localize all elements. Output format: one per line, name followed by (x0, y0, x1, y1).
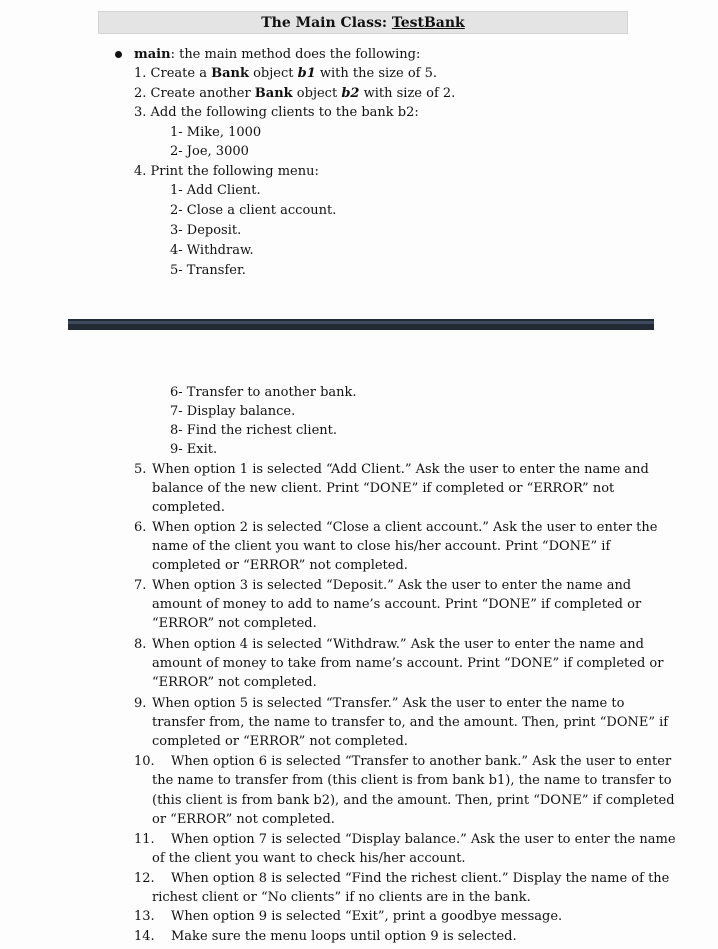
step-line: When option 7 is selected “Display balance.” Ask the user to enter the name (171, 832, 676, 847)
menu-item: 4- Withdraw. (170, 243, 254, 258)
variable-name: b2 (341, 86, 360, 101)
bank-keyword: Bank (211, 66, 249, 81)
step-line: “ERROR” not completed. (152, 675, 317, 690)
page-title (261, 15, 465, 31)
menu-item: 6- Transfer to another bank. (170, 385, 357, 400)
step-line: When option 9 is selected “Exit”, print a goodbye message. (171, 909, 563, 924)
step-number: 14. (134, 929, 155, 944)
step-text: Print the following menu: (150, 164, 319, 179)
step-number: 7. (134, 578, 147, 593)
step-number: 11. (134, 832, 155, 847)
page-divider (68, 319, 654, 330)
intro-keyword: main (134, 47, 171, 62)
step-line: completed. (152, 500, 225, 515)
step-line: completed or “ERROR” not completed. (152, 734, 408, 749)
step-line: balance of the new client. Print “DONE” if completed or “ERROR” not (152, 481, 615, 496)
step-line: the name to transfer from (this client is from bank b1), the name to transfer to (152, 773, 672, 788)
step-4 (134, 162, 319, 181)
step-number: 6. (134, 520, 147, 535)
step-2 (134, 84, 455, 103)
client-item: 2- Joe, 3000 (170, 144, 249, 159)
step-line: amount of money to add to name’s account. Print “DONE” if completed or (152, 597, 642, 612)
step-number: 8. (134, 637, 147, 652)
step-number: 13. (134, 909, 155, 924)
menu-item: 7- Display balance. (170, 404, 296, 419)
step-3 (134, 103, 419, 122)
step-text: object (248, 66, 298, 81)
menu-item: 8- Find the richest client. (170, 423, 337, 438)
variable-name: b1 (297, 66, 316, 81)
step-number: 4. (134, 164, 147, 179)
step-line: of the client you want to check his/her account. (152, 851, 466, 866)
intro-line (134, 45, 420, 64)
step-line: When option 6 is selected “Transfer to another bank.” Ask the user to enter (171, 754, 672, 769)
step-line: When option 4 is selected “Withdraw.” Ask the user to enter the name and (152, 637, 644, 652)
title-prefix: The Main Class: (261, 15, 392, 31)
step-number: 2. (134, 86, 147, 101)
step-line: When option 5 is selected “Transfer.” Ask the user to enter the name to (152, 696, 625, 711)
step-line: When option 1 is selected “Add Client.” Ask the user to enter the name and (152, 462, 649, 477)
step-line: “ERROR” not completed. (152, 616, 317, 631)
step-number: 10. (134, 754, 155, 769)
step-line: transfer from, the name to transfer to, and the amount. Then, print “DONE” if (152, 715, 669, 730)
step-line: When option 2 is selected “Close a client account.” Ask the user to enter the (152, 520, 658, 535)
step-text: Create a (150, 66, 212, 81)
step-number: 1. (134, 66, 147, 81)
step-number: 5. (134, 462, 147, 477)
menu-item: 2- Close a client account. (170, 203, 337, 218)
step-1 (134, 64, 437, 83)
step-line: richest client or “No clients” if no clients are in the bank. (152, 890, 531, 905)
step-line: (this client is from bank b2), and the amount. Then, print “DONE” if completed (152, 793, 675, 808)
step-number: 3. (134, 105, 147, 120)
step-text: object (292, 86, 342, 101)
bullet-dot (115, 51, 122, 58)
step-line: amount of money to take from name’s account. Print “DONE” if completed or (152, 656, 664, 671)
step-text: with the size of 5. (315, 66, 438, 81)
step-line: Make sure the menu loops until option 9 is selected. (171, 929, 517, 944)
title-bar (98, 11, 628, 34)
menu-item: 9- Exit. (170, 442, 218, 457)
intro-text: : the main method does the following: (170, 47, 421, 62)
step-line: or “ERROR” not completed. (152, 812, 335, 827)
step-line: When option 8 is selected “Find the richest client.” Display the name of the (171, 871, 670, 886)
step-line: completed or “ERROR” not completed. (152, 558, 408, 573)
bank-keyword: Bank (254, 86, 293, 101)
step-number: 9. (134, 696, 147, 711)
step-text: Add the following clients to the bank b2: (150, 105, 419, 120)
menu-item: 3- Deposit. (170, 223, 242, 238)
divider-highlight (68, 321, 654, 324)
step-text: Create another (150, 86, 255, 101)
menu-item: 1- Add Client. (170, 183, 261, 198)
title-class-name: TestBank (391, 15, 465, 31)
step-line: name of the client you want to close his/her account. Print “DONE” if (152, 539, 611, 554)
client-item: 1- Mike, 1000 (170, 125, 262, 140)
step-text: with size of 2. (359, 86, 456, 101)
menu-item: 5- Transfer. (170, 263, 246, 278)
step-line: When option 3 is selected “Deposit.” Ask the user to enter the name and (152, 578, 632, 593)
step-number: 12. (134, 871, 155, 886)
